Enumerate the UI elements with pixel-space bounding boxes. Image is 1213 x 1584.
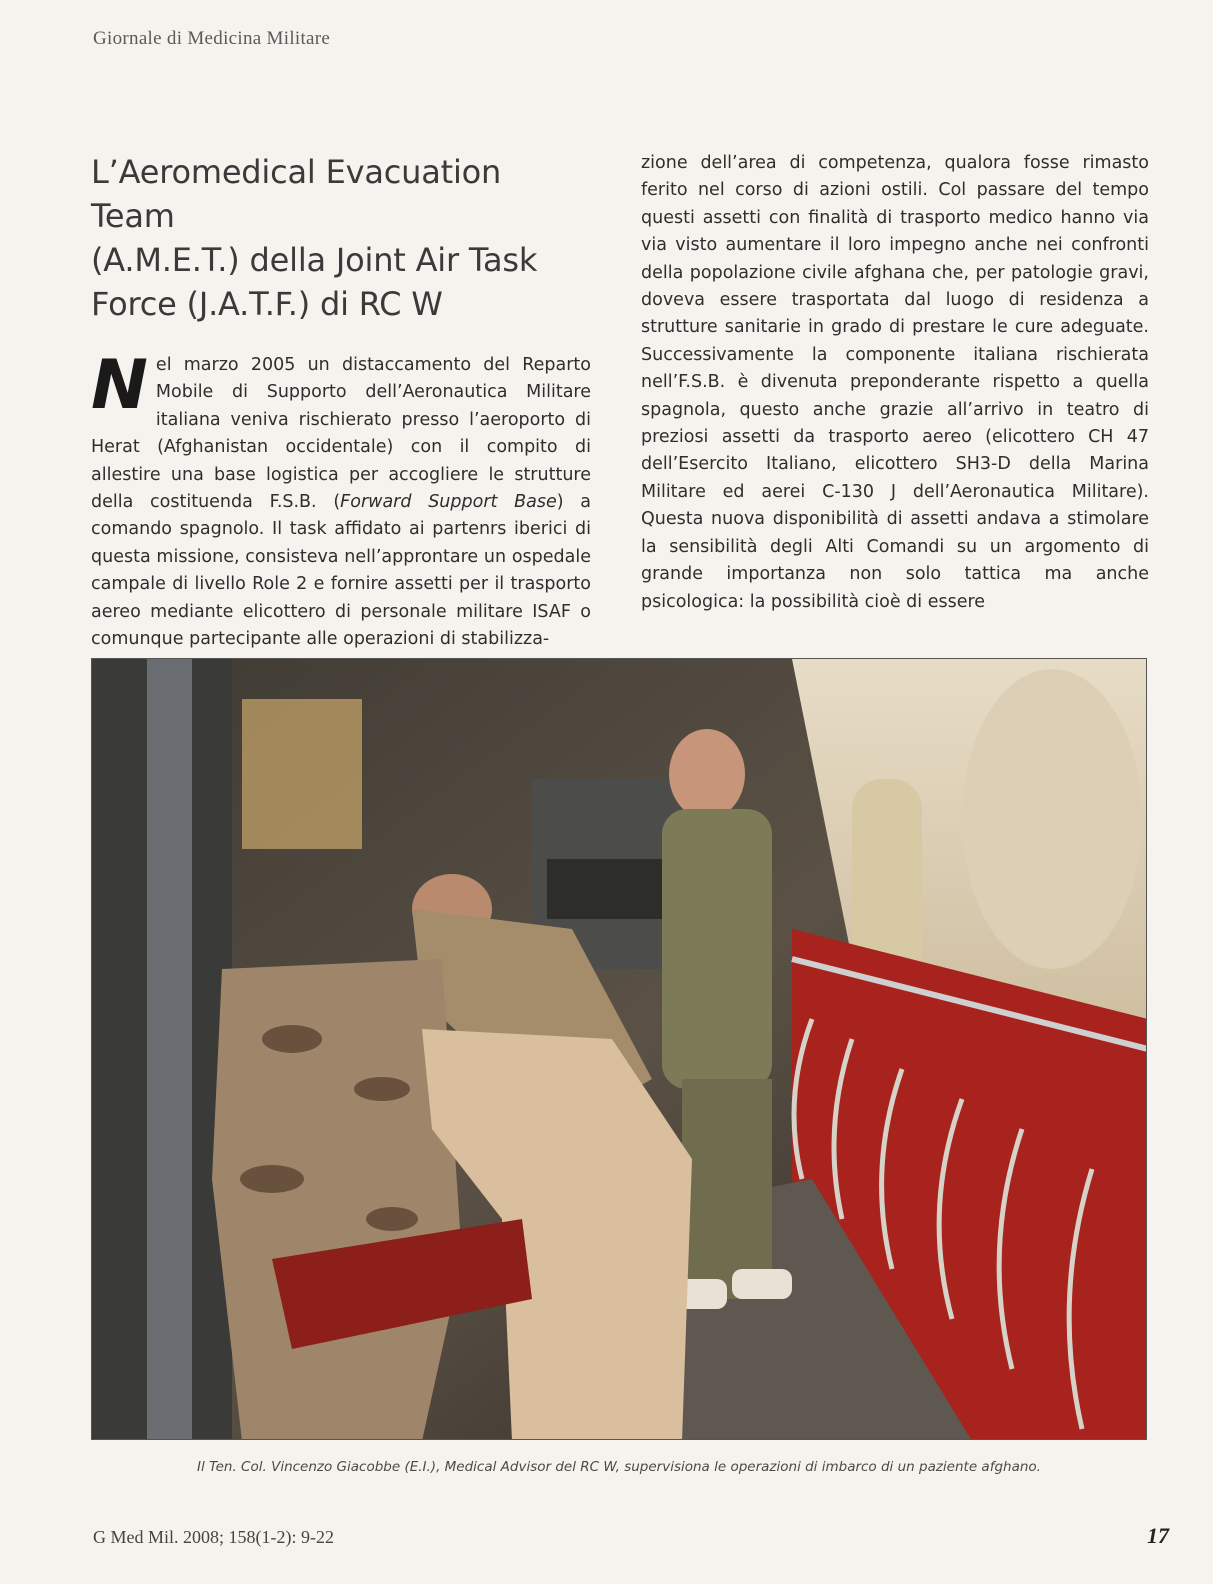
body-paragraph [91, 346, 591, 653]
citation: G Med Mil. 2008; 158(1-2): 9-22 [93, 1527, 334, 1547]
article-left-column [91, 150, 591, 653]
title-line: L’Aeromedical Evacuation Team [91, 153, 502, 235]
body-text-emphasis: Forward Support Base [340, 492, 557, 513]
body-text-part: el marzo 2005 un distaccamento del Reparto Mobile di Supporto dell’Aeronautica Militare italiana veniva rischierato presso l’aeroporto di Herat (Afghanistan occidentale) con il compito di allestire una base logistica per accogliere le strutture della costituenda F.S.B. ( [91, 355, 591, 513]
running-head: Giornale di Medicina Militare [93, 28, 331, 49]
figure-caption: Il Ten. Col. Vincenzo Giacobbe (E.I.), Medical Advisor del RC W, supervisiona le operazioni di imbarco di un paziente afghano. [197, 1459, 1041, 1475]
aircraft-cabin-photo [91, 658, 1147, 1440]
body-text-part: ) a comando spagnolo. Il task affidato ai partenrs iberici di questa missione, consisteva nell’approntare un ospedale campale di livello Role 2 e fornire assetti per il trasporto aereo mediante elicottero di personale militare ISAF o comunque partecipante alle operazioni di stabilizza- [91, 492, 591, 650]
page-number: 17 [1147, 1523, 1169, 1548]
article-right-column [641, 150, 1149, 616]
title-line: Force (J.A.T.F.) di RC W [91, 285, 443, 323]
drop-cap: N [91, 346, 148, 425]
body-paragraph-continued: zione dell’area di competenza, qualora fosse rimasto ferito nel corso di azioni ostili. Col passare del tempo questi assetti con finalità di trasporto medico hanno via via visto aumentare il loro impegno anche nei confronti della popolazione civile afghana che, per patologie gravi, doveva essere trasportata dal luogo di residenza a strutture sanitarie in grado di prestare le cure adeguate. Successivamente la componente italiana rischierata nell’F.S.B. è divenuta preponderante rispetto a quella spagnola, questo anche grazie all’arrivo in teatro di preziosi assetti da trasporto aereo (elicottero CH 47 dell’Esercito Italiano, elicottero SH3-D della Marina Militare ed aerei C-130 J dell’Aeronautica Militare). Questa nuova disponibilità di assetti andava a stimolare la sensibilità degli Alti Comandi su un argomento di grande importanza non solo tattica ma anche psicologica: la possibilità cioè di essere [641, 153, 1149, 612]
article-title [91, 150, 591, 326]
title-line: (A.M.E.T.) della Joint Air Task [91, 241, 538, 279]
